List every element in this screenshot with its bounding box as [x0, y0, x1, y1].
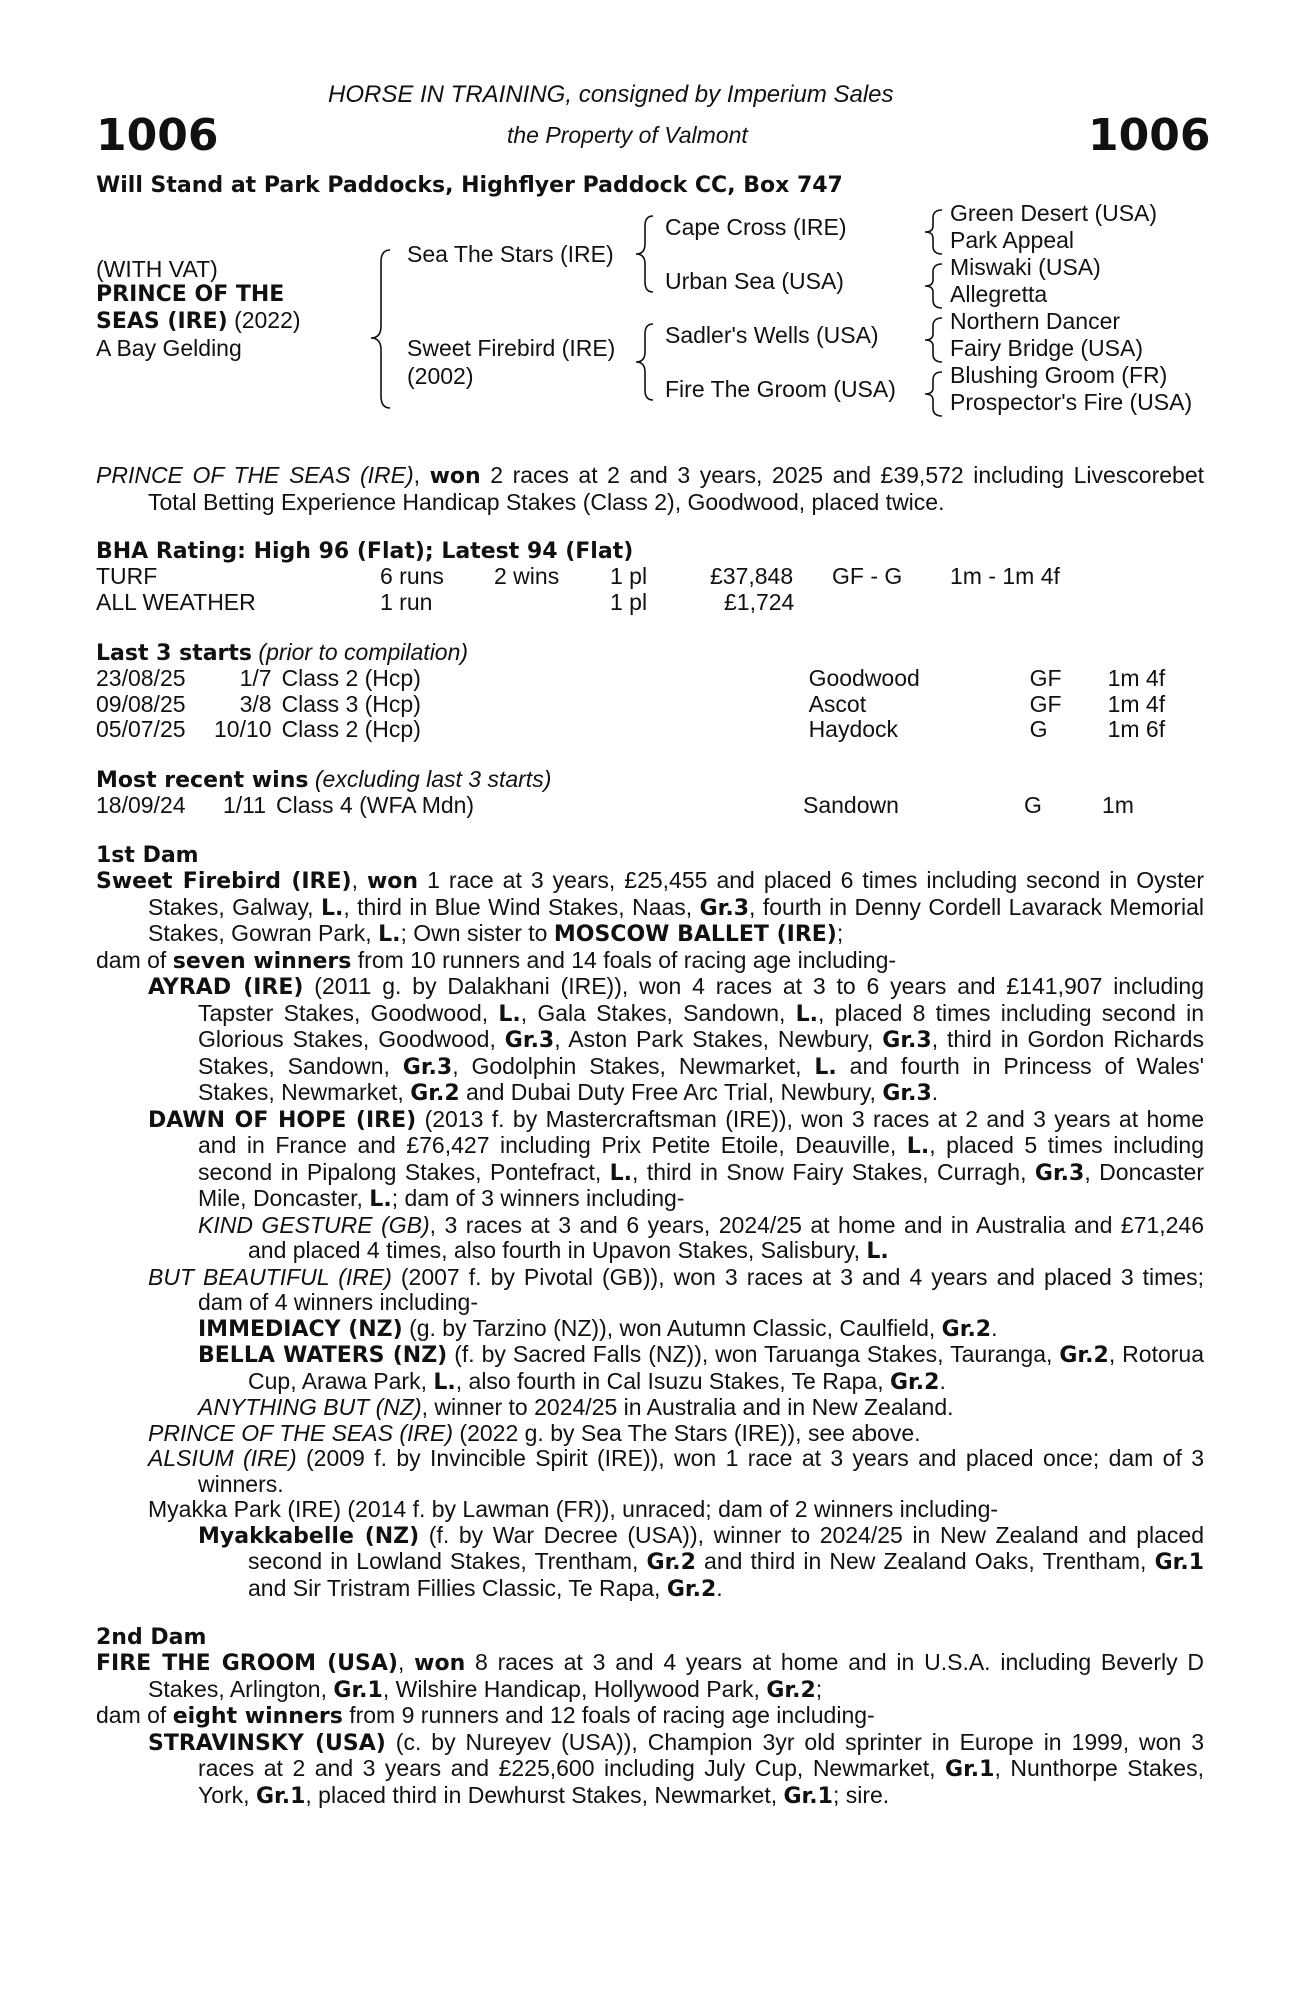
produce-anything-but: ANYTHING BUT (NZ), winner to 2024/25 in Australia and in New Zealand. — [198, 1394, 954, 1420]
lot-number-right: 1006 — [1088, 110, 1211, 161]
rating-row: ALL WEATHER 1 run 1 pl £1,724 — [96, 588, 795, 615]
recent-wins-heading: Most recent wins (excluding last 3 starts) — [96, 766, 552, 793]
pedigree-sire-sire: Cape Cross (IRE) — [665, 214, 847, 240]
first-dam-heading: 1st Dam — [96, 843, 199, 868]
rating-table — [96, 564, 1060, 615]
pedigree-gen3-3: Miswaki (USA) — [950, 254, 1101, 280]
produce-kind-gesture: KIND GESTURE (GB), 3 races at 3 and 6 years, 2024/25 at home and in Australia and £71,246 and placed 4 times, also fourth in Upavon Stakes, Salisbury, L. — [198, 1211, 1204, 1264]
produce-dawn-of-hope: DAWN OF HOPE (IRE) (2013 f. by Mastercraftsman (IRE)), won 3 races at 2 and 3 years at home and in France and £76,427 including Prix Petite Etoile, Deauville, L., placed 5 times including second in Pipalong Stakes, Pontefract, L., third in Snow Fairy Stakes, Curragh, Gr.3, Doncaster Mile, Doncaster, L.; dam of 3 winners including- — [148, 1105, 1205, 1212]
produce-stravinsky: STRAVINSKY (USA) (c. by Nureyev (USA)), Champion 3yr old sprinter in Europe in 1999, won 3 races at 2 and 3 years and £225,600 including July Cup, Newmarket, Gr.1, Nunthorpe Stakes, York, Gr.1, placed third in Dewhurst Stakes, Newmarket, Gr.1; sire. — [148, 1728, 1204, 1809]
pedigree-dam: Sweet Firebird (IRE) — [407, 335, 616, 361]
produce-myakka-park: Myakka Park (IRE) (2014 f. by Lawman (FR)), unraced; dam of 2 winners including- — [148, 1496, 999, 1522]
produce-myakkabelle: Myakkabelle (NZ) (f. by War Decree (USA)), winner to 2024/25 in New Zealand and placed second in Lowland Stakes, Trentham, Gr.2 and third in New Zealand Oaks, Trentham, Gr.1 and Sir Tristram Fillies Classic, Te Rapa, Gr.2. — [198, 1521, 1204, 1602]
pedigree-dam-year: (2002) — [407, 363, 474, 389]
second-dam-record: FIRE THE GROOM (USA), won 8 races at 3 and 4 years at home and in U.S.A. including Beverly D Stakes, Arlington, Gr.1, Wilshire Handicap, Hollywood Park, Gr.2; — [96, 1649, 1205, 1703]
vat-status: (WITH VAT) — [96, 256, 218, 282]
pedigree-gen3-5: Northern Dancer — [950, 308, 1121, 334]
pedigree-sire: Sea The Stars (IRE) — [407, 241, 614, 267]
last-starts-heading: Last 3 starts (prior to compilation) — [96, 639, 469, 666]
pedigree-gen3-4: Allegretta — [950, 281, 1048, 307]
produce-ayrad: AYRAD (IRE) (2011 g. by Dalakhani (IRE)), won 4 races at 3 to 6 years and £141,907 including Tapster Stakes, Goodwood, L., Gala Stakes, Sandown, L., placed 8 times including second in Glorious Stakes, Goodwood, Gr.3, Aston Park Stakes, Newbury, Gr.3, third in Gordon Richards Stakes, Sandown, Gr.3, Godolphin Stakes, Newmarket, L. and fourth in Princess of Wales' Stakes, Newmarket, Gr.2 and Dubai Duty Free Arc Trial, Newbury, Gr.3. — [148, 973, 1204, 1106]
horse-description: A Bay Gelding — [96, 335, 242, 361]
recent-wins-table — [96, 793, 1134, 819]
pedigree-dam-dam: Fire The Groom (USA) — [665, 376, 896, 402]
win-row: 18/09/24 1/11 Class 4 (WFA Mdn) Sandown G 1m — [96, 792, 1134, 818]
rating-row: TURF 6 runs 2 wins 1 pl £37,848 GF - G 1m - 1m 4f — [96, 563, 1060, 589]
bha-rating-heading: BHA Rating: High 96 (Flat); Latest 94 (Flat) — [96, 539, 634, 564]
catalogue-title: HORSE IN TRAINING, consigned by Imperium Sales — [328, 81, 894, 108]
lot-number-left: 1006 — [96, 110, 219, 161]
pedigree-gen3-2: Park Appeal — [950, 227, 1075, 253]
horse-year: (2022) — [234, 307, 301, 333]
produce-bella-waters: BELLA WATERS (NZ) (f. by Sacred Falls (NZ)), won Taruanga Stakes, Tauranga, Gr.2, Rotorua Cup, Arawa Park, L., also fourth in Cal Isuzu Stakes, Te Rapa, Gr.2. — [198, 1341, 1204, 1395]
start-row: 09/08/25 3/8 Class 3 (Hcp) Ascot GF 1m 4f — [96, 690, 1166, 717]
first-dam-record: Sweet Firebird (IRE), won 1 race at 3 years, £25,455 and placed 6 times including second in Oyster Stakes, Galway, L., third in Blue Wind Stakes, Naas, Gr.3, fourth in Denny Cordell Lavarack Memorial Stakes, Gowran Park, L.; Own sister to MOSCOW BALLET (IRE); — [96, 867, 1204, 947]
start-row: 23/08/25 1/7 Class 2 (Hcp) Goodwood GF 1m 4f — [96, 665, 1166, 691]
race-summary: PRINCE OF THE SEAS (IRE), won 2 races at 2 and 3 years, 2025 and £39,572 including Livescorebet Total Betting Experience Handicap Stakes (Class 2), Goodwood, placed twice. — [96, 462, 1205, 515]
first-dam-section — [96, 868, 1204, 1602]
second-dam-produce: dam of eight winners from 9 runners and 12 foals of racing age including- — [96, 1702, 875, 1729]
first-dam-produce: dam of seven winners from 10 runners and 14 foals of racing age including- — [96, 946, 897, 974]
second-dam-section — [96, 1650, 1204, 1809]
produce-immediacy: IMMEDIACY (NZ) (g. by Tarzino (NZ)), won Autumn Classic, Caulfield, Gr.2. — [198, 1314, 998, 1342]
second-dam-heading: 2nd Dam — [96, 1625, 207, 1650]
horse-name-line1: PRINCE OF THE — [96, 282, 285, 307]
produce-prince-of-the-seas: PRINCE OF THE SEAS (IRE) (2022 g. by Sea The Stars (IRE)), see above. — [148, 1419, 921, 1446]
property-line: the Property of Valmont — [507, 122, 748, 148]
pedigree-gen3-6: Fairy Bridge (USA) — [950, 335, 1143, 361]
pedigree-dam-sire: Sadler's Wells (USA) — [665, 322, 879, 348]
start-row: 05/07/25 10/10 Class 2 (Hcp) Haydock G 1m 6f — [96, 716, 1166, 742]
pedigree-gen3-1: Green Desert (USA) — [950, 200, 1158, 226]
pedigree-sire-dam: Urban Sea (USA) — [665, 268, 844, 294]
produce-but-beautiful: BUT BEAUTIFUL (IRE) (2007 f. by Pivotal (GB)), won 3 races at 3 and 4 years and placed 3 times; dam of 4 winners including- — [148, 1263, 1204, 1315]
produce-alsium: ALSIUM (IRE) (2009 f. by Invincible Spirit (IRE)), won 1 race at 3 years and placed once; dam of 3 winners. — [148, 1445, 1204, 1497]
pedigree-gen3-8: Prospector's Fire (USA) — [950, 389, 1193, 415]
last-starts-table — [96, 666, 1165, 743]
stand-location: Will Stand at Park Paddocks, Highflyer Paddock CC, Box 747 — [96, 173, 843, 198]
horse-name-line2: SEAS (IRE) (2022) — [96, 307, 301, 334]
pedigree-gen3-7: Blushing Groom (FR) — [950, 362, 1168, 388]
